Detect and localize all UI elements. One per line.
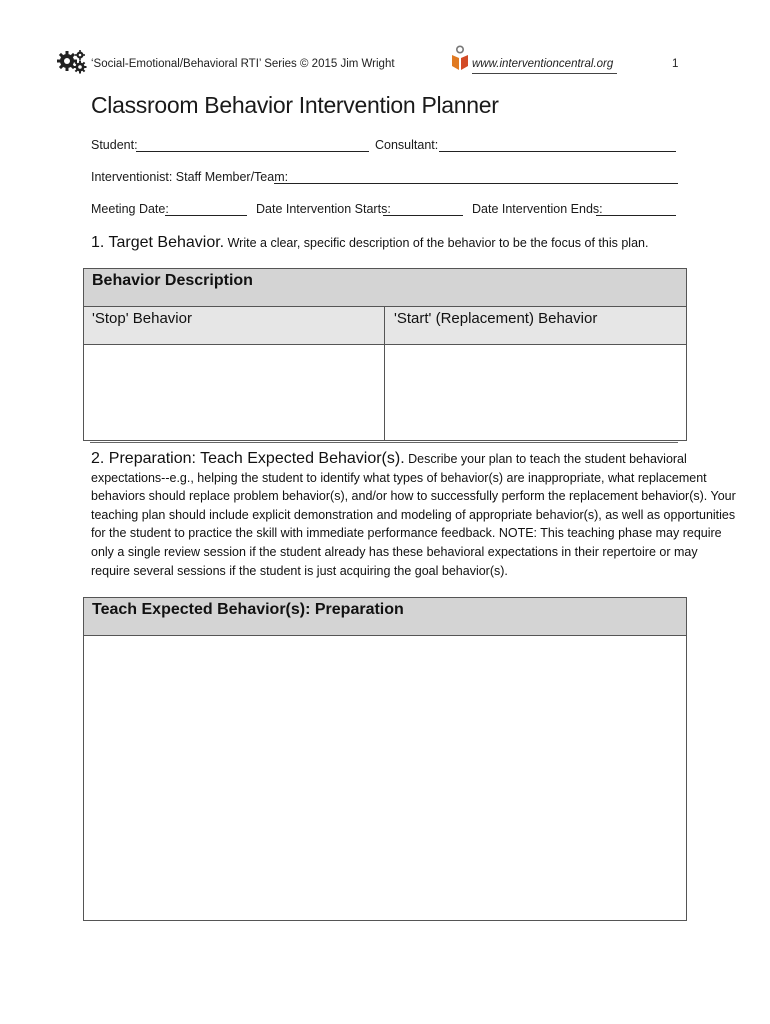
intervention-central-logo-icon bbox=[451, 45, 469, 71]
teach-preparation-title: Teach Expected Behavior(s): Preparation bbox=[92, 601, 404, 618]
ends-label: Date Intervention Ends: bbox=[472, 202, 603, 216]
teach-preparation-cell[interactable] bbox=[84, 636, 686, 920]
section2-line-7: require several sessions if the student is just acquiring the goal behavior(s). bbox=[91, 563, 508, 578]
behavior-description-header bbox=[84, 269, 686, 307]
section2-line-1: Describe your plan to teach the student behavioral bbox=[408, 452, 687, 466]
consultant-label: Consultant: bbox=[375, 138, 439, 152]
section-divider bbox=[90, 442, 678, 443]
column-divider bbox=[384, 307, 385, 440]
section2-paragraph bbox=[91, 450, 736, 580]
interventionist-label: Interventionist: Staff Member/Team: bbox=[91, 170, 289, 184]
stop-behavior-cell[interactable] bbox=[84, 345, 383, 440]
teach-preparation-table bbox=[83, 597, 687, 921]
section2-title: 2. Preparation: Teach Expected Behavior(s). bbox=[91, 450, 405, 467]
section2-line-5: for the student to practice the skill with immediate performance feedback. NOTE: This teaching phase may require bbox=[91, 526, 722, 541]
section2-line-3: behaviors should replace problem behavior(s), and/or how to successfully perform the replacement behavior(s). Your bbox=[91, 489, 736, 504]
website-link[interactable]: www.interventioncentral.org bbox=[472, 58, 614, 70]
section2-line-4: teaching plan should include explicit demonstration and modeling of appropriate behavior(s), as well as opportunities bbox=[91, 507, 736, 522]
gears-icon bbox=[56, 49, 88, 75]
section2-first-line bbox=[91, 450, 691, 469]
student-field[interactable] bbox=[136, 151, 369, 152]
meeting-date-field[interactable] bbox=[165, 215, 247, 216]
page-number: 1 bbox=[672, 58, 679, 70]
section1-title: 1. Target Behavior. bbox=[91, 234, 225, 251]
header-rule bbox=[472, 73, 617, 74]
column-header-row bbox=[84, 307, 686, 345]
starts-date-field[interactable] bbox=[383, 215, 463, 216]
start-behavior-cell[interactable] bbox=[386, 345, 686, 440]
student-label: Student: bbox=[91, 138, 138, 152]
section2-line-6: only a single review session if the student already has these behavioral expectations in their repertoire or may bbox=[91, 544, 698, 559]
section2-line-2: expectations--e.g., helping the student to identify what types of behavior(s) are inappropriate, what replacement bbox=[91, 470, 707, 485]
interventionist-field[interactable] bbox=[274, 183, 678, 184]
meeting-date-label: Meeting Date: bbox=[91, 202, 169, 216]
section1-heading bbox=[91, 234, 648, 252]
behavior-description-title: Behavior Description bbox=[92, 272, 253, 289]
section1-instruction: Write a clear, specific description of the behavior to be the focus of this plan. bbox=[227, 236, 649, 250]
teach-preparation-header bbox=[84, 598, 686, 636]
stop-behavior-header: 'Stop' Behavior bbox=[92, 310, 192, 327]
page-title: Classroom Behavior Intervention Planner bbox=[91, 92, 499, 118]
starts-label: Date Intervention Starts: bbox=[256, 202, 391, 216]
behavior-description-table bbox=[83, 268, 687, 441]
ends-date-field[interactable] bbox=[596, 215, 676, 216]
start-behavior-header: 'Start' (Replacement) Behavior bbox=[394, 310, 598, 327]
consultant-field[interactable] bbox=[439, 151, 676, 152]
series-text: ‘Social-Emotional/Behavioral RTI’ Series © 2015 Jim Wright bbox=[91, 58, 395, 70]
